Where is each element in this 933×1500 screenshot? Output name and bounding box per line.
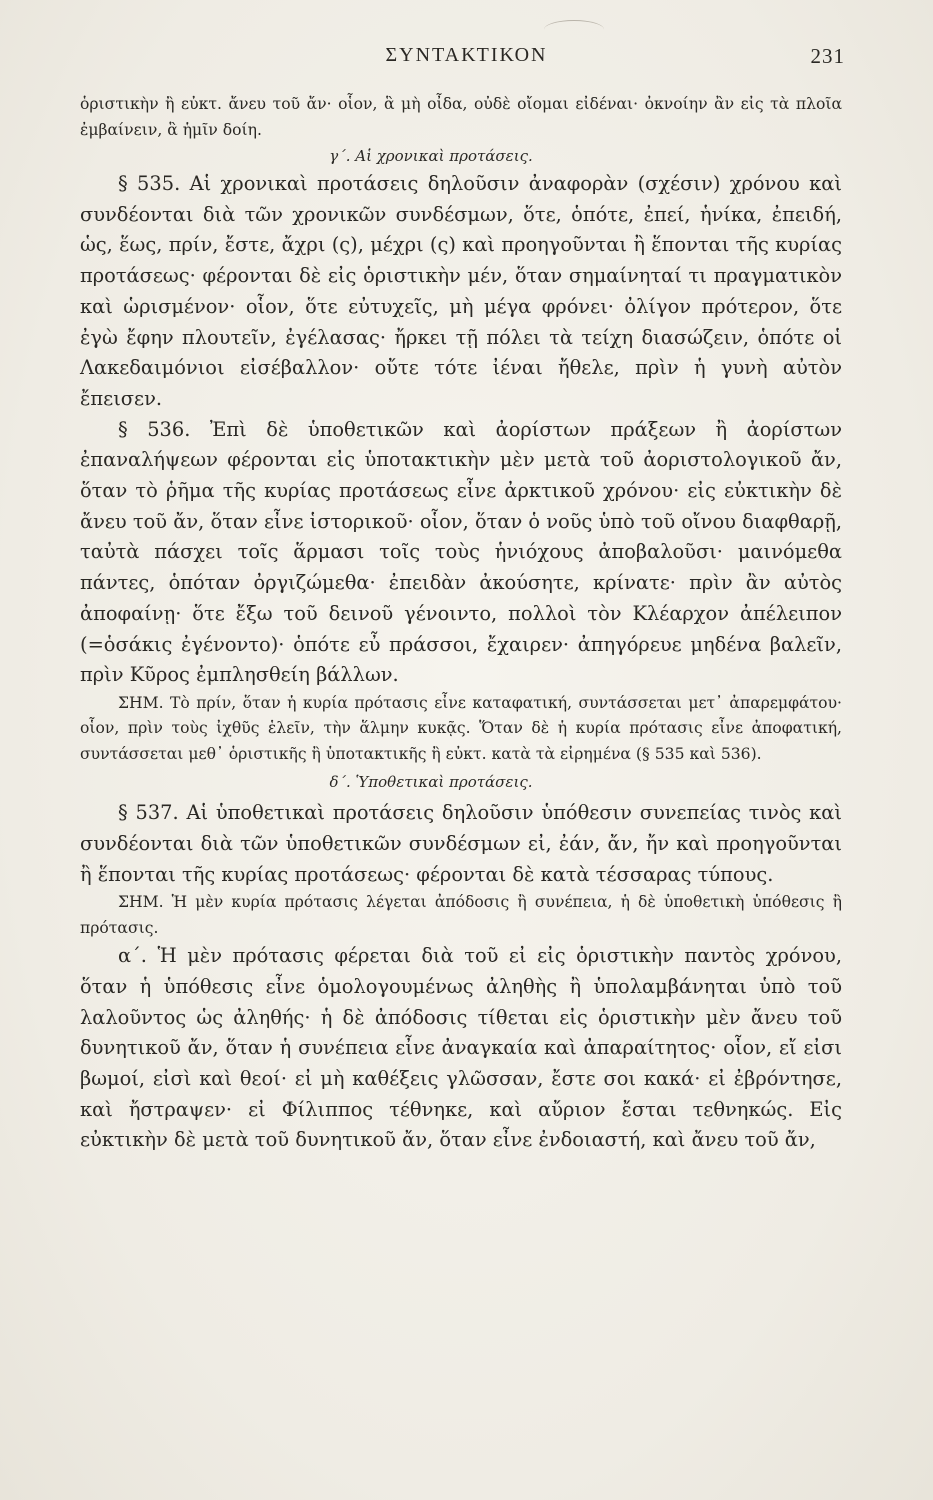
- note-2: ΣΗΜ. Ἡ μὲν κυρία πρότασις λέγεται ἀπόδοσις ἢ συνέπεια, ἡ δὲ ὑποθετικὴ ὑπόθεσις ἢ πρότασις.: [80, 893, 842, 937]
- continued-text: ὁριστικὴν ἢ εὐκτ. ἄνευ τοῦ ἄν· οἷον, ἃ μὴ οἶδα, οὐδὲ οἴομαι εἰδέναι· ὀκνοίην ἂν εἰς τὰ πλοῖα ἐμβαίνειν, ἃ ἡμῖν δοίη.: [80, 95, 842, 139]
- page-header: [0, 44, 933, 74]
- paragraph-536: § 536. Ἐπὶ δὲ ὑποθετικῶν καὶ ἀορίστων πράξεων ἢ ἀορίστων ἐπαναλήψεων φέρονται εἰς ὑποτακτικὴν μὲν μετὰ τοῦ ἀοριστολογικοῦ ἄν, ὅταν τὸ ῥῆμα τῆς κυρίας προτάσεως εἶνε ἀρκτικοῦ χρόνου· εἰς εὐκτικὴν δὲ ἄνευ τοῦ ἄν, ὅταν εἶνε ἱστορικοῦ· οἷον, ὅταν ὁ νοῦς ὑπὸ τοῦ οἴνου διαφθαρῇ, ταὐτὰ πάσχει τοῖς ἅρμασι τοῖς τοὺς ἡνιόχους ἀποβαλοῦσι· μαινόμεθα πάντες, ὁπόταν ὀργιζώμεθα· ἐπειδὰν ἀκούσητε, κρίνατε· πρὶν ἂν αὐτὸς ἀποφαίνῃ· ὅτε ἔξω τοῦ δεινοῦ γένοιντο, πολλοὶ τὸν Κλέαρχον ἀπέλειπον (=ὁσάκις ἐγένοντο)· ὁπότε εὖ πράσσοι, ἔχαιρεν· ἀπηγόρευε μηδένα βαλεῖν, πρὶν Κῦρος ἐμπλησθείη βάλλων.: [80, 417, 842, 687]
- paper-mark: [544, 20, 604, 39]
- paragraph-alpha: α΄. Ἡ μὲν πρότασις φέρεται διὰ τοῦ εἰ εἰς ὁριστικὴν παντὸς χρόνου, ὅταν ἡ ὑπόθεσις εἶνε ὁμολογουμένως ἀληθὴς ἢ ὑπολαμβάνηται ὑπὸ τοῦ λαλοῦντος ὡς ἀληθής· ἡ δὲ ἀπόδοσις τίθεται εἰς ὁριστικὴν μὲν ἄνευ τοῦ δυνητικοῦ ἄν, ὅταν ἡ συνέπεια εἶνε ἀναγκαία καὶ ἀπαραίτητος· οἷον, εἴ εἰσι βωμοί, εἰσὶ καὶ θεοί· εἰ μὴ καθέξεις γλῶσσαν, ἔστε σοι κακά· εἰ ἐβρόντησε, καὶ ἤστραψεν· εἰ Φίλιππος τέθνηκε, καὶ αὔριον ἔσται τεθνηκώς. Εἰς εὐκτικὴν δὲ μετὰ τοῦ δυνητικοῦ ἄν, ὅταν εἶνε ἐνδοιαστή, καὶ ἄνευ τοῦ ἄν,: [80, 944, 842, 1152]
- running-title: ΣΥΝΤΑΚΤΙΚΟΝ: [385, 44, 548, 66]
- paragraph-535: § 535. Αἱ χρονικαὶ προτάσεις δηλοῦσιν ἀναφορὰν (σχέσιν) χρόνου καὶ συνδέονται διὰ τῶν χρονικῶν συνδέσμων, ὅτε, ὁπότε, ἐπεί, ἡνίκα, ἐπειδή, ὡς, ἕως, πρίν, ἔστε, ἄχρι (ς), μέχρι (ς) καὶ προηγοῦνται ἢ ἕπονται τῆς κυρίας προτάσεως· φέρονται δὲ εἰς ὁριστικὴν μέν, ὅταν σημαίνηταί τι πραγματικὸν καὶ ὡρισμένον· οἷον, ὅτε εὐτυχεῖς, μὴ μέγα φρόνει· ὀλίγον πρότερον, ὅτε ἐγὼ ἔφην πλουτεῖν, ἐγέλασας· ἤρκει τῇ πόλει τὰ τείχη διασώζειν, ὁπότε οἱ Λακεδαιμόνιοι εἰσέβαλλον· οὔτε τότε ἰέναι ἤθελε, πρὶν ἡ γυνὴ αὐτὸν ἔπεισεν.: [80, 172, 842, 410]
- note-1: ΣΗΜ. Τὸ πρίν, ὅταν ἡ κυρία πρότασις εἶνε καταφατική, συντάσσεται μετ᾽ ἀπαρεμφάτου· οἷον, πρὶν τοὺς ἰχθῦς ἑλεῖν, τὴν ἅλμην κυκᾷς. Ὅταν δὲ ἡ κυρία πρότασις εἶνε ἀποφατική, συντάσσεται μεθ᾽ ὁριστικῆς ἢ ὑποτακτικῆς ἢ εὐκτ. κατὰ τὰ εἰρημένα (§ 535 καὶ 536).: [80, 693, 842, 763]
- section-heading-gamma: γ΄. Αἱ χρονικαὶ προτάσεις.: [329, 147, 533, 165]
- page-body: [80, 92, 842, 1156]
- section-heading-delta: δ΄. Ὑποθετικαὶ προτάσεις.: [329, 773, 533, 792]
- page-number: 231: [810, 44, 845, 68]
- paragraph-537: § 537. Αἱ ὑποθετικαὶ προτάσεις δηλοῦσιν ὑπόθεσιν συνεπείας τινὸς καὶ συνδέονται διὰ τῶν ὑποθετικῶν συνδέσμων εἰ, ἐάν, ἄν, ἤν καὶ προηγοῦνται ἢ ἕπονται τῆς κυρίας προτάσεως· φέρονται δὲ κατὰ τέσσαρας τύπους.: [80, 801, 842, 886]
